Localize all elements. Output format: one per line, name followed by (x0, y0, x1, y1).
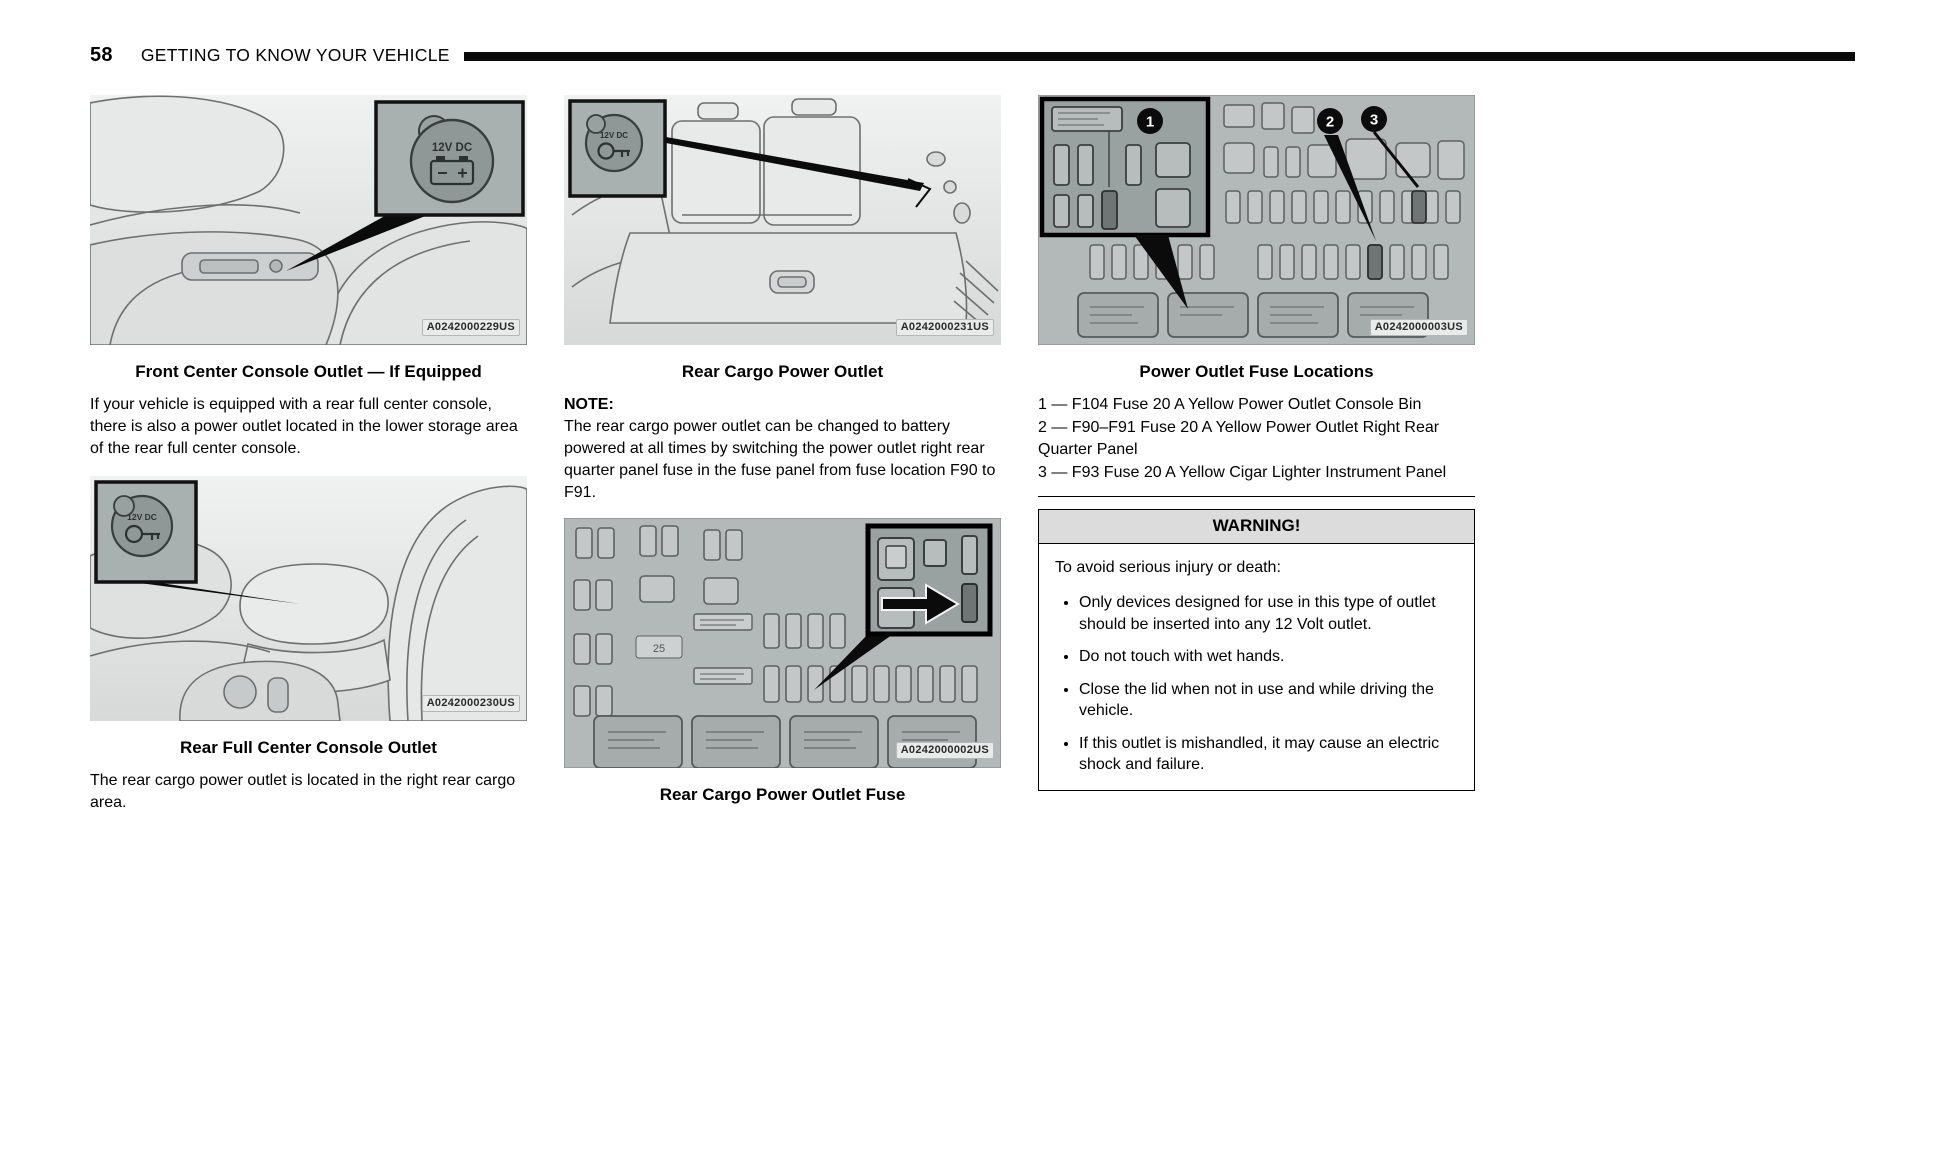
legend-divider (1038, 496, 1475, 497)
body-paragraph: If your vehicle is equipped with a rear full center console, there is also a power outlet located in the lower storage area of the rear full center console. (90, 396, 518, 457)
page-header (90, 42, 1855, 68)
figure-ref-label: A0242000002US (896, 742, 994, 759)
warning-bullet: • If this outlet is mishandled, it may cause an electric shock and failure. (1079, 733, 1458, 776)
column-left (90, 95, 527, 817)
figure-caption: Power Outlet Fuse Locations (1139, 362, 1374, 381)
marker-1-number: 1 (1145, 113, 1155, 131)
legend-item-3: 3 — F93 Fuse 20 A Yellow Cigar Lighter Instrument Panel (1038, 463, 1447, 481)
note-paragraph: The rear cargo power outlet can be changed to battery powered at all times by switching the power outlet right rear quarter panel fuse in the fuse panel from fuse location F90 to F91. (564, 418, 996, 501)
power-outlet-callout (96, 482, 196, 582)
figure-ref-label: A0242000231US (896, 319, 994, 336)
legend-item-2: 2 — F90–F91 Fuse 20 A Yellow Power Outlet Right Rear Quarter Panel (1038, 418, 1440, 458)
body-paragraph: The rear cargo power outlet is located in the right rear cargo area. (90, 772, 516, 811)
figure-caption: Front Center Console Outlet — If Equipped (135, 362, 482, 381)
figure-caption: Rear Full Center Console Outlet (180, 738, 437, 757)
header-rule (464, 52, 1855, 61)
figure-rear-full-center-console (90, 476, 527, 721)
fuse-inset-callout (1042, 99, 1208, 235)
warning-bullet: • Do not touch with wet hands. (1079, 646, 1458, 668)
figure-cargo-outlet-fuse (564, 518, 1001, 768)
content-columns (90, 95, 1475, 817)
warning-title: WARNING! (1039, 510, 1474, 544)
figure-ref-label: A0242000230US (422, 695, 520, 712)
fuse-legend (1038, 394, 1475, 484)
svg-text:25: 25 (652, 643, 666, 655)
warning-bullet: • Only devices designed for use in this type of outlet should be inserted into any 12 Volt outlet. (1079, 592, 1458, 635)
figure-caption: Rear Cargo Power Outlet (681, 362, 884, 381)
warning-bullet-list (1055, 592, 1458, 776)
warning-body (1039, 544, 1474, 790)
rear-console-illustration (90, 476, 527, 721)
legend-item-1: 1 — F104 Fuse 20 A Yellow Power Outlet Console Bin (1038, 396, 1422, 413)
marker-3-number: 3 (1369, 111, 1379, 129)
figure-ref-label: A0242000229US (422, 319, 520, 336)
power-outlet-callout (570, 101, 665, 196)
power-outlet-callout (376, 102, 523, 215)
fuse-zoom-callout (868, 526, 990, 634)
warning-box (1038, 509, 1475, 791)
marker-2-number: 2 (1325, 113, 1335, 131)
figure-fuse-locations (1038, 95, 1475, 345)
figure-rear-cargo-outlet (564, 95, 1001, 345)
figure-front-center-console (90, 95, 527, 345)
page-number: 58 (90, 43, 113, 66)
front-center-console-illustration (90, 95, 527, 345)
warning-bullet: • Close the lid when not in use and while driving the vehicle. (1079, 679, 1458, 722)
note-label: NOTE: (564, 396, 614, 413)
callout-voltage-text: 12V DC (599, 131, 629, 140)
rear-cargo-illustration (564, 95, 1001, 345)
callout-voltage-text: 12V DC (127, 512, 157, 522)
figure-caption: Rear Cargo Power Outlet Fuse (659, 785, 906, 804)
column-right (1038, 95, 1475, 817)
fuse-locations-illustration (1038, 95, 1475, 345)
callout-voltage-text: 12V DC (431, 142, 473, 154)
warning-intro: To avoid serious injury or death: (1055, 559, 1281, 576)
section-title: GETTING TO KNOW YOUR VEHICLE (140, 44, 450, 65)
cargo-fuse-panel-illustration (564, 518, 1001, 768)
figure-ref-label: A0242000003US (1370, 319, 1468, 336)
column-center (564, 95, 1001, 817)
